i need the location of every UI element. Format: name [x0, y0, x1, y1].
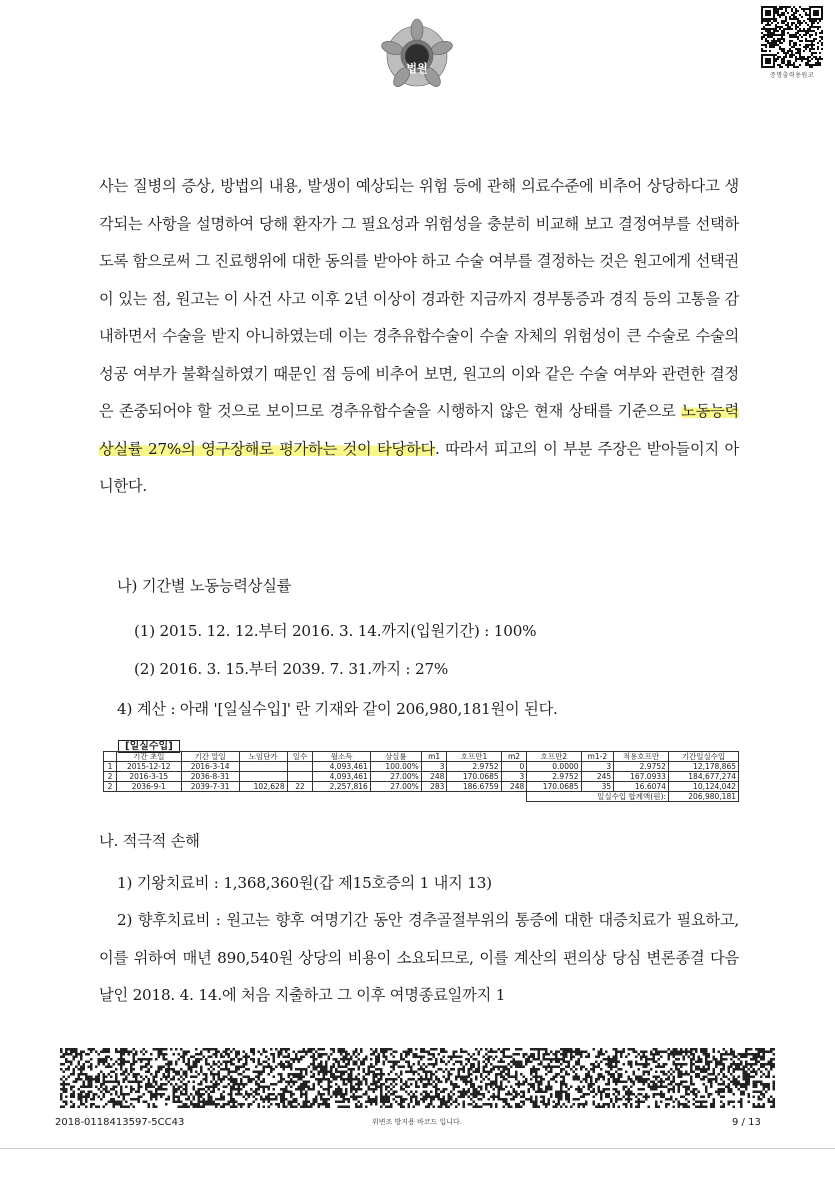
period-heading: 나) 기간별 노동능력상실률 — [117, 577, 292, 595]
document-id: 2018-0118413597-5CC43 — [55, 1117, 185, 1128]
table-cell: 2,257,816 — [313, 782, 370, 792]
table-cell: 248 — [421, 772, 447, 782]
table-cell: 170.0685 — [527, 782, 581, 792]
table-cell — [239, 772, 287, 782]
table-cell: 167.0933 — [614, 772, 669, 782]
table-cell: 1 — [104, 762, 117, 772]
table-cell: 2 — [104, 782, 117, 792]
table-header-cell: 기간일실수입 — [668, 752, 738, 762]
table-cell: 170.0685 — [447, 772, 501, 782]
table-header-cell: 적용호프만 — [614, 752, 669, 762]
total-value: 206,980,181 — [668, 792, 738, 802]
table-cell: 245 — [581, 772, 614, 782]
table-cell: 0.0000 — [527, 762, 581, 772]
table-cell: 184,677,274 — [668, 772, 738, 782]
body-paragraph — [99, 168, 739, 506]
table-row — [104, 772, 739, 782]
table-header-cell: m1-2 — [581, 752, 614, 762]
table-cell: 2.9752 — [527, 772, 581, 782]
total-label: 일실수입 합계액(원): — [527, 792, 669, 802]
table-cell: 2015-12-12 — [117, 762, 182, 772]
table-row — [104, 762, 739, 772]
table-header-cell: 호프만1 — [447, 752, 501, 762]
paragraph-text: 사는 질병의 증상, 방법의 내용, 발생이 예상되는 위험 등에 관해 의료수준에 비추어 상당하다고 생각되는 사항을 설명하여 당해 환자가 그 필요성과 위험성을 충분히 비교해 보고 결정여부를 선택하도록 함으로써 그 진료행위에 대한 동의를 받아야 하고 수술 여부를 결정하는 것은 원고에게 선택권이 있는 점, 원고는 이 사건 사고 이후 2년 이상이 경과한 지금까지 경부통증과 경직 등의 고통을 감내하면서 수술을 받지 아니하였는데 이는 경추유합수술이 수술 자체의 위험성이 큰 수술로 수술의 성공 여부가 불확실하였기 때문인 점 등에 비추어 보면, 원고의 이와 같은 수술 여부와 관련한 결정은 존중되어야 할 것으로 보이므로 경추유합수술을 시행하지 않은 현재 상태를 기준으로 — [99, 177, 739, 420]
table-header-cell: 월소득 — [313, 752, 370, 762]
table-cell: 100.00% — [370, 762, 421, 772]
qr-caption: 증명출력용원코 — [769, 72, 815, 79]
table-cell — [287, 762, 313, 772]
calculation-line: 4) 계산 : 아래 '[일실수입]' 란 기재와 같이 206,980,181원이 된다. — [117, 700, 558, 718]
table-cell: 2 — [104, 772, 117, 782]
table-cell: 2016-3-14 — [181, 762, 239, 772]
table-header-cell: 기간 말일 — [181, 752, 239, 762]
anti-forgery-barcode-icon — [60, 1048, 775, 1108]
table-header-cell: 일수 — [287, 752, 313, 762]
table-total-row — [104, 792, 739, 802]
table-header-cell: 기간 초일 — [117, 752, 182, 762]
barcode-caption: 위변조 방지용 바코드 입니다. — [372, 1118, 463, 1126]
section-item-1: 1) 기왕치료비 : 1,368,360원(갑 제15호증의 1 내지 13) — [117, 874, 492, 892]
table-cell: 186.6759 — [447, 782, 501, 792]
table-cell: 3 — [581, 762, 614, 772]
table-cell: 10,124,042 — [668, 782, 738, 792]
table-cell: 4,093,461 — [313, 762, 370, 772]
table-cell: 3 — [501, 772, 527, 782]
table-header-cell: 호프만2 — [527, 752, 581, 762]
qr-code-icon — [761, 6, 823, 68]
period-item-2: (2) 2016. 3. 15.부터 2039. 7. 31.까지 : 27% — [134, 660, 449, 678]
table-title: [일실수입] — [118, 737, 180, 752]
table-cell: 2039-7-31 — [181, 782, 239, 792]
table-cell: 2016-3-15 — [117, 772, 182, 782]
table-header-cell: m1 — [421, 752, 447, 762]
table-cell: 22 — [287, 782, 313, 792]
table-cell: 248 — [501, 782, 527, 792]
court-seal-icon — [380, 18, 454, 92]
table-header-cell — [104, 752, 117, 762]
table-cell: 12,178,865 — [668, 762, 738, 772]
footer-divider — [0, 1148, 835, 1149]
seal-label: 법원 — [406, 62, 428, 75]
table-cell: 2.9752 — [447, 762, 501, 772]
table-header-cell: 노임단가 — [239, 752, 287, 762]
period-item-1: (1) 2015. 12. 12.부터 2016. 3. 14.까지(입원기간) : 100% — [134, 622, 537, 640]
section-item-2: 2) 향후치료비 : 원고는 향후 여명기간 동안 경추골절부위의 통증에 대한 대증치료가 필요하고, 이를 위하여 매년 890,540원 상당의 비용이 소요되므로, 이를 계산의 편의상 당심 변론종결 다음날인 2018. 4. 14.에 처음 지출하고 그 이후 여명종료일까지 1 — [99, 911, 739, 1004]
table-header-cell: 상실률 — [370, 752, 421, 762]
highlighted-text: 노동능력상실률 27%의 영구장해로 평가하는 것이 타당하다 — [99, 402, 739, 458]
table-cell: 27.00% — [370, 782, 421, 792]
table-cell: 283 — [421, 782, 447, 792]
table-cell — [239, 762, 287, 772]
table-row — [104, 782, 739, 792]
page-number: 9 / 13 — [732, 1117, 761, 1128]
table-cell: 4,093,461 — [313, 772, 370, 782]
table-header-row — [104, 752, 739, 762]
table-cell: 3 — [421, 762, 447, 772]
paragraph-text-end: . 따라서 피고의 이 부분 주장은 받아들이지 아니한다. — [99, 439, 739, 495]
income-table — [103, 751, 739, 802]
table-header-cell: m2 — [501, 752, 527, 762]
table-cell: 2036-8-31 — [181, 772, 239, 782]
table-cell: 35 — [581, 782, 614, 792]
table-cell — [287, 772, 313, 782]
table-cell: 2036-9-1 — [117, 782, 182, 792]
table-cell: 27.00% — [370, 772, 421, 782]
table-cell: 16.6074 — [614, 782, 669, 792]
section-heading: 나. 적극적 손해 — [99, 832, 200, 850]
table-cell: 0 — [501, 762, 527, 772]
table-cell: 102,628 — [239, 782, 287, 792]
table-cell: 2.9752 — [614, 762, 669, 772]
